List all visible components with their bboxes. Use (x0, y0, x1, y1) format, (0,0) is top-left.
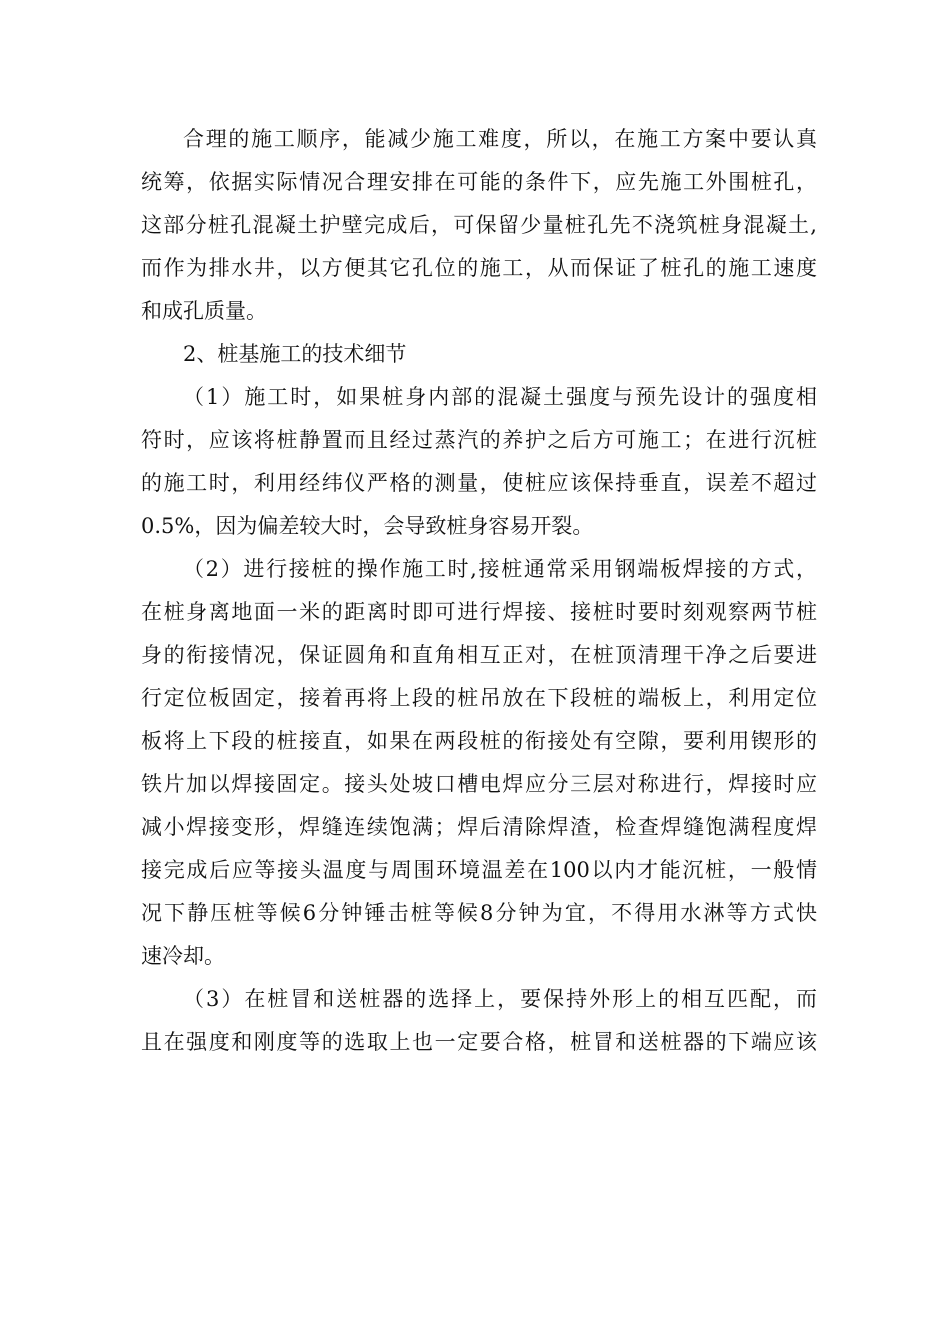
paragraph-line: 铁片加以焊接固定。接头处坡口槽电焊应分三层对称进行，焊接时应 (141, 772, 817, 796)
paragraph-line: 且在强度和刚度等的选取上也一定要合格，桩冒和送桩器的下端应该 (141, 1030, 817, 1054)
paragraph-line: 和成孔质量。 (141, 299, 267, 323)
paragraph-line: （3）在桩冒和送桩器的选择上，要保持外形上的相互匹配，而 (183, 987, 817, 1011)
paragraph-line: 板将上下段的桩接直，如果在两段桩的衔接处有空隙，要利用锲形的 (141, 729, 817, 753)
paragraph-line: 合理的施工顺序，能减少施工难度，所以，在施工方案中要认真 (183, 127, 817, 151)
paragraph-line: 0.5%，因为偏差较大时，会导致桩身容易开裂。 (141, 514, 594, 538)
paragraph-line: （1）施工时，如果桩身内部的混凝土强度与预先设计的强度相 (183, 385, 817, 409)
paragraph-line: 减小焊接变形，焊缝连续饱满；焊后清除焊渣，检查焊缝饱满程度焊 (141, 815, 817, 839)
paragraph-line: 身的衔接情况，保证圆角和直角相互正对，在桩顶清理干净之后要进 (141, 643, 817, 667)
paragraph-line: 接完成后应等接头温度与周围环境温差在100以内才能沉桩，一般情 (141, 858, 817, 882)
paragraph-line: 况下静压桩等候6分钟锤击桩等候8分钟为宜，不得用水淋等方式快 (141, 901, 817, 925)
paragraph-line: 在桩身离地面一米的距离时即可进行焊接、接桩时要时刻观察两节桩 (141, 600, 817, 624)
paragraph-line: 符时，应该将桩静置而且经过蒸汽的养护之后方可施工；在进行沉桩 (141, 428, 817, 452)
paragraph-line: 这部分桩孔混凝土护壁完成后，可保留少量桩孔先不浇筑桩身混凝土, (141, 213, 817, 237)
paragraph-line: 速冷却。 (141, 944, 225, 968)
section-heading: 2、桩基施工的技术细节 (183, 342, 407, 366)
paragraph-line: 行定位板固定，接着再将上段的桩吊放在下段桩的端板上，利用定位 (141, 686, 817, 710)
paragraph-line: 的施工时，利用经纬仪严格的测量，使桩应该保持垂直，误差不超过 (141, 471, 817, 495)
paragraph-line: 统筹，依据实际情况合理安排在可能的条件下，应先施工外围桩孔， (141, 170, 817, 194)
paragraph-line: （2）进行接桩的操作施工时,接桩通常采用钢端板焊接的方式， (183, 557, 817, 581)
paragraph-line: 而作为排水井，以方便其它孔位的施工，从而保证了桩孔的施工速度 (141, 256, 817, 280)
